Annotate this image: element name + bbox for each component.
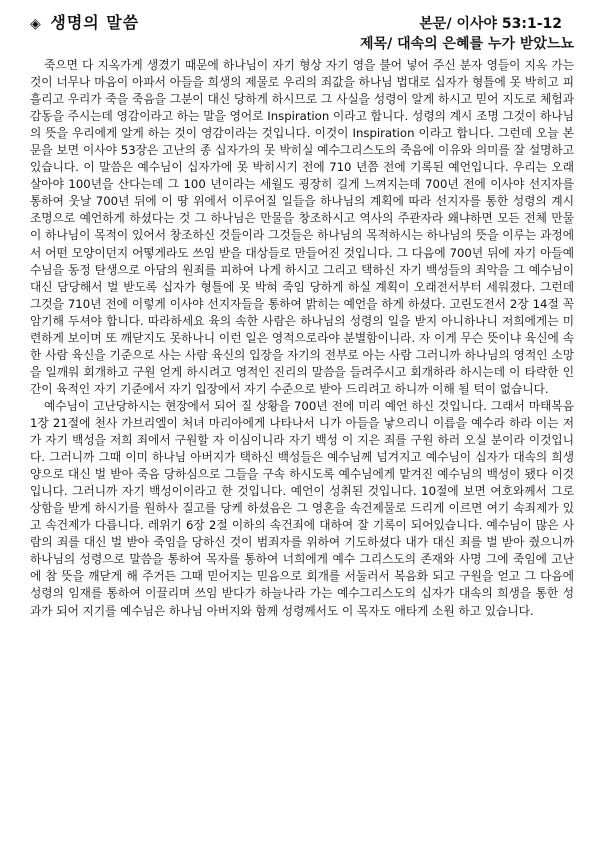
body-paragraph-2: 예수님이 고난당하시는 현장에서 되어 질 상황을 700년 전에 미리 예언 하신 것입니다. 그래서 마태복음 1장 21절에 천사 가브리엘이 처녀 마리아에게 나타나서 니가 아들을 낳으리니 이름을 예수라 하라 이는 저가 자기 백성을 저희 죄에서 구원할 자 이심이니라 자기 백성 이 지은 죄를 구원 하러 오실 분이라 이것입니다. 그러니까 그때 이미 하나님 아버지가 택하신 백성들은 예수님께 넘겨지고 예수님이 십자가 대속의 희생양으로 대신 벌 받아 죽음 당하심으로 그들을 구속 하시도록 예수님에게 맡겨진 예수님의 백성이 됐다 이것입니다. 그러니까 자기 백성이이라고 한 것입니다. 예언이 성취된 것입니다. 10절에 보면 여호와께서 그로 상함을 받게 하시기를 원하사 질고를 당케 하셨음은 그 영혼을 속건제물로 드리게 이르면 여기 속죄제가 있고 속건제가 다릅니다. 레위기 6장 2절 이하의 속건죄에 대하여 잘 기록이 되어있습니다. 예수님이 많은 사람의 죄를 대신 벌 받아 죽임을 당하신 것이 범죄자를 위하여 기도하셨다 내가 대신 죄를 벌 받아 줬으니까 하나님의 성령으로 말씀을 통하여 목자를 통하여 너희에게 예수 그리스도의 존재와 사명 그에 죽임에 고난에 참 뜻을 깨닫게 해 주거든 그때 믿어지는 믿음으로 회개를 서둘러서 복음화 되고 구원을 얻고 그 다음에 성령의 임재를 통하여 이끌리며 쓰임 받다가 하늘나라 가는 예수그리스도의 십자가 대속의 희생을 통한 성과가 되어 지기를 예수님은 하나님 아버지와 함께 성령께서도 이 목자도 애타게 소원 하고 있습니다. <box>30 398 574 618</box>
scripture-ref: 이사야 53:1-12 <box>456 16 562 32</box>
section-title <box>30 10 139 33</box>
section-title-text: 생명의 말씀 <box>50 13 140 32</box>
body-paragraph-1: 죽으면 다 지옥가게 생겼기 때문에 하나님이 자기 형상 자기 영을 불어 넣어 주신 분자 영들이 지옥 가는 것이 너무나 마음이 아파서 아들을 희생의 제물로 우리의 죄값을 하나님 법대로 십자가 형틀에 못 박히고 피 흘리고 우리가 죽을 죽음을 그분이 대신 당하게 하시므로 그 사실을 성령이 알게 하시고 믿어 지도로 체험과 감동을 주시는데 영감이라고 하는 말을 영어로 Inspiration 이라고 합니다. 성령의 계시 조명 그것이 하나님의 뜻을 우리에게 알게 하는 것이 영감이라는 것입니다. 이것이 Inspiration 이라고 합니다. 그런데 오늘 본문을 보면 이사야 53장은 고난의 종 십자가의 못 박히실 예수그리스도의 죽음에 이유와 의미를 잘 설명하고 있습니다. 이 말씀은 예수님이 십자가에 못 박히시기 전에 710 년쯤 전에 기록된 예언입니다. 우리는 오래 살아야 100년을 산다는데 그 100 년이라는 세월도 굉장히 길게 느껴지는데 700년 전에 이사야 선지자를 통하여 웃날 700년 뒤에 이 땅 위에서 이루어질 일들을 하나님의 계획에 따라 선지자를 통한 성령의 계시 조명으로 예언하게 하셨다는 것 그 하나님은 만물을 창조하시고 역사의 주관자라 왜냐하면 모든 전체 만물이 하나님이 목적이 있어서 창조하신 것들이라 그것들은 하나님의 목적하시는 하나님의 뜻을 이루는 과정에서 어떤 모양이던지 어떻게라도 쓰임 받을 대상들로 만들어진 것입니다. 그 다음에 700년 뒤에 자기 아들예수님을 동정 탄생으로 아담의 원죄를 피하여 나게 하시고 그리고 택하신 자기 백성들의 죄악을 그 예수님이 대신 담당해서 벌 받도록 십자가 형틀에 못 박혀 죽임 당하게 하실 계획이 오래전서부터 세워졌다. 그런데 그것을 710년 전에 이렇게 이사야 선지자들을 통하여 밝히는 예언을 하게 하셨다. 고린도전서 2장 14절 꼭 암기해 두셔야 합니다. 따라하세요 육의 속한 사람은 하나님의 성령의 일을 받지 아니하나니 저희에게는 미련하게 보이며 또 깨닫지도 못하나니 이런 일은 영적으로라야 분별함이니라. 자 이게 무슨 뜻이냐 육신에 속한 사람 육신을 기준으로 사는 사람 육신의 입장을 자기의 전부로 아는 사람 그러니까 하나님의 영적인 소망을 일깨워 회개하고 구원 얻게 하시려고 영적인 진리의 말씀을 들려주시고 회개하라 하시는데 이 타락한 인간이 육적인 자기 기준에서 자기 입장에서 자기 수준으로 받아 드리려고 하니까 이해 될 턱이 없습니다. <box>30 58 574 396</box>
header-row <box>30 10 574 32</box>
scripture-label: 본문 <box>419 16 447 32</box>
sermon-subtitle: 제목/ 대속의 은혜를 누가 받았느뇨 <box>360 36 574 52</box>
diamond-bullet-icon: ◈ <box>30 16 42 32</box>
subtitle-label: 제목 <box>360 36 388 52</box>
scripture-reference: 본문/ 이사야 53:1-12 <box>419 16 562 32</box>
subtitle-text: 대속의 은혜를 누가 받았느뇨 <box>397 36 574 52</box>
sermon-body <box>30 57 574 620</box>
